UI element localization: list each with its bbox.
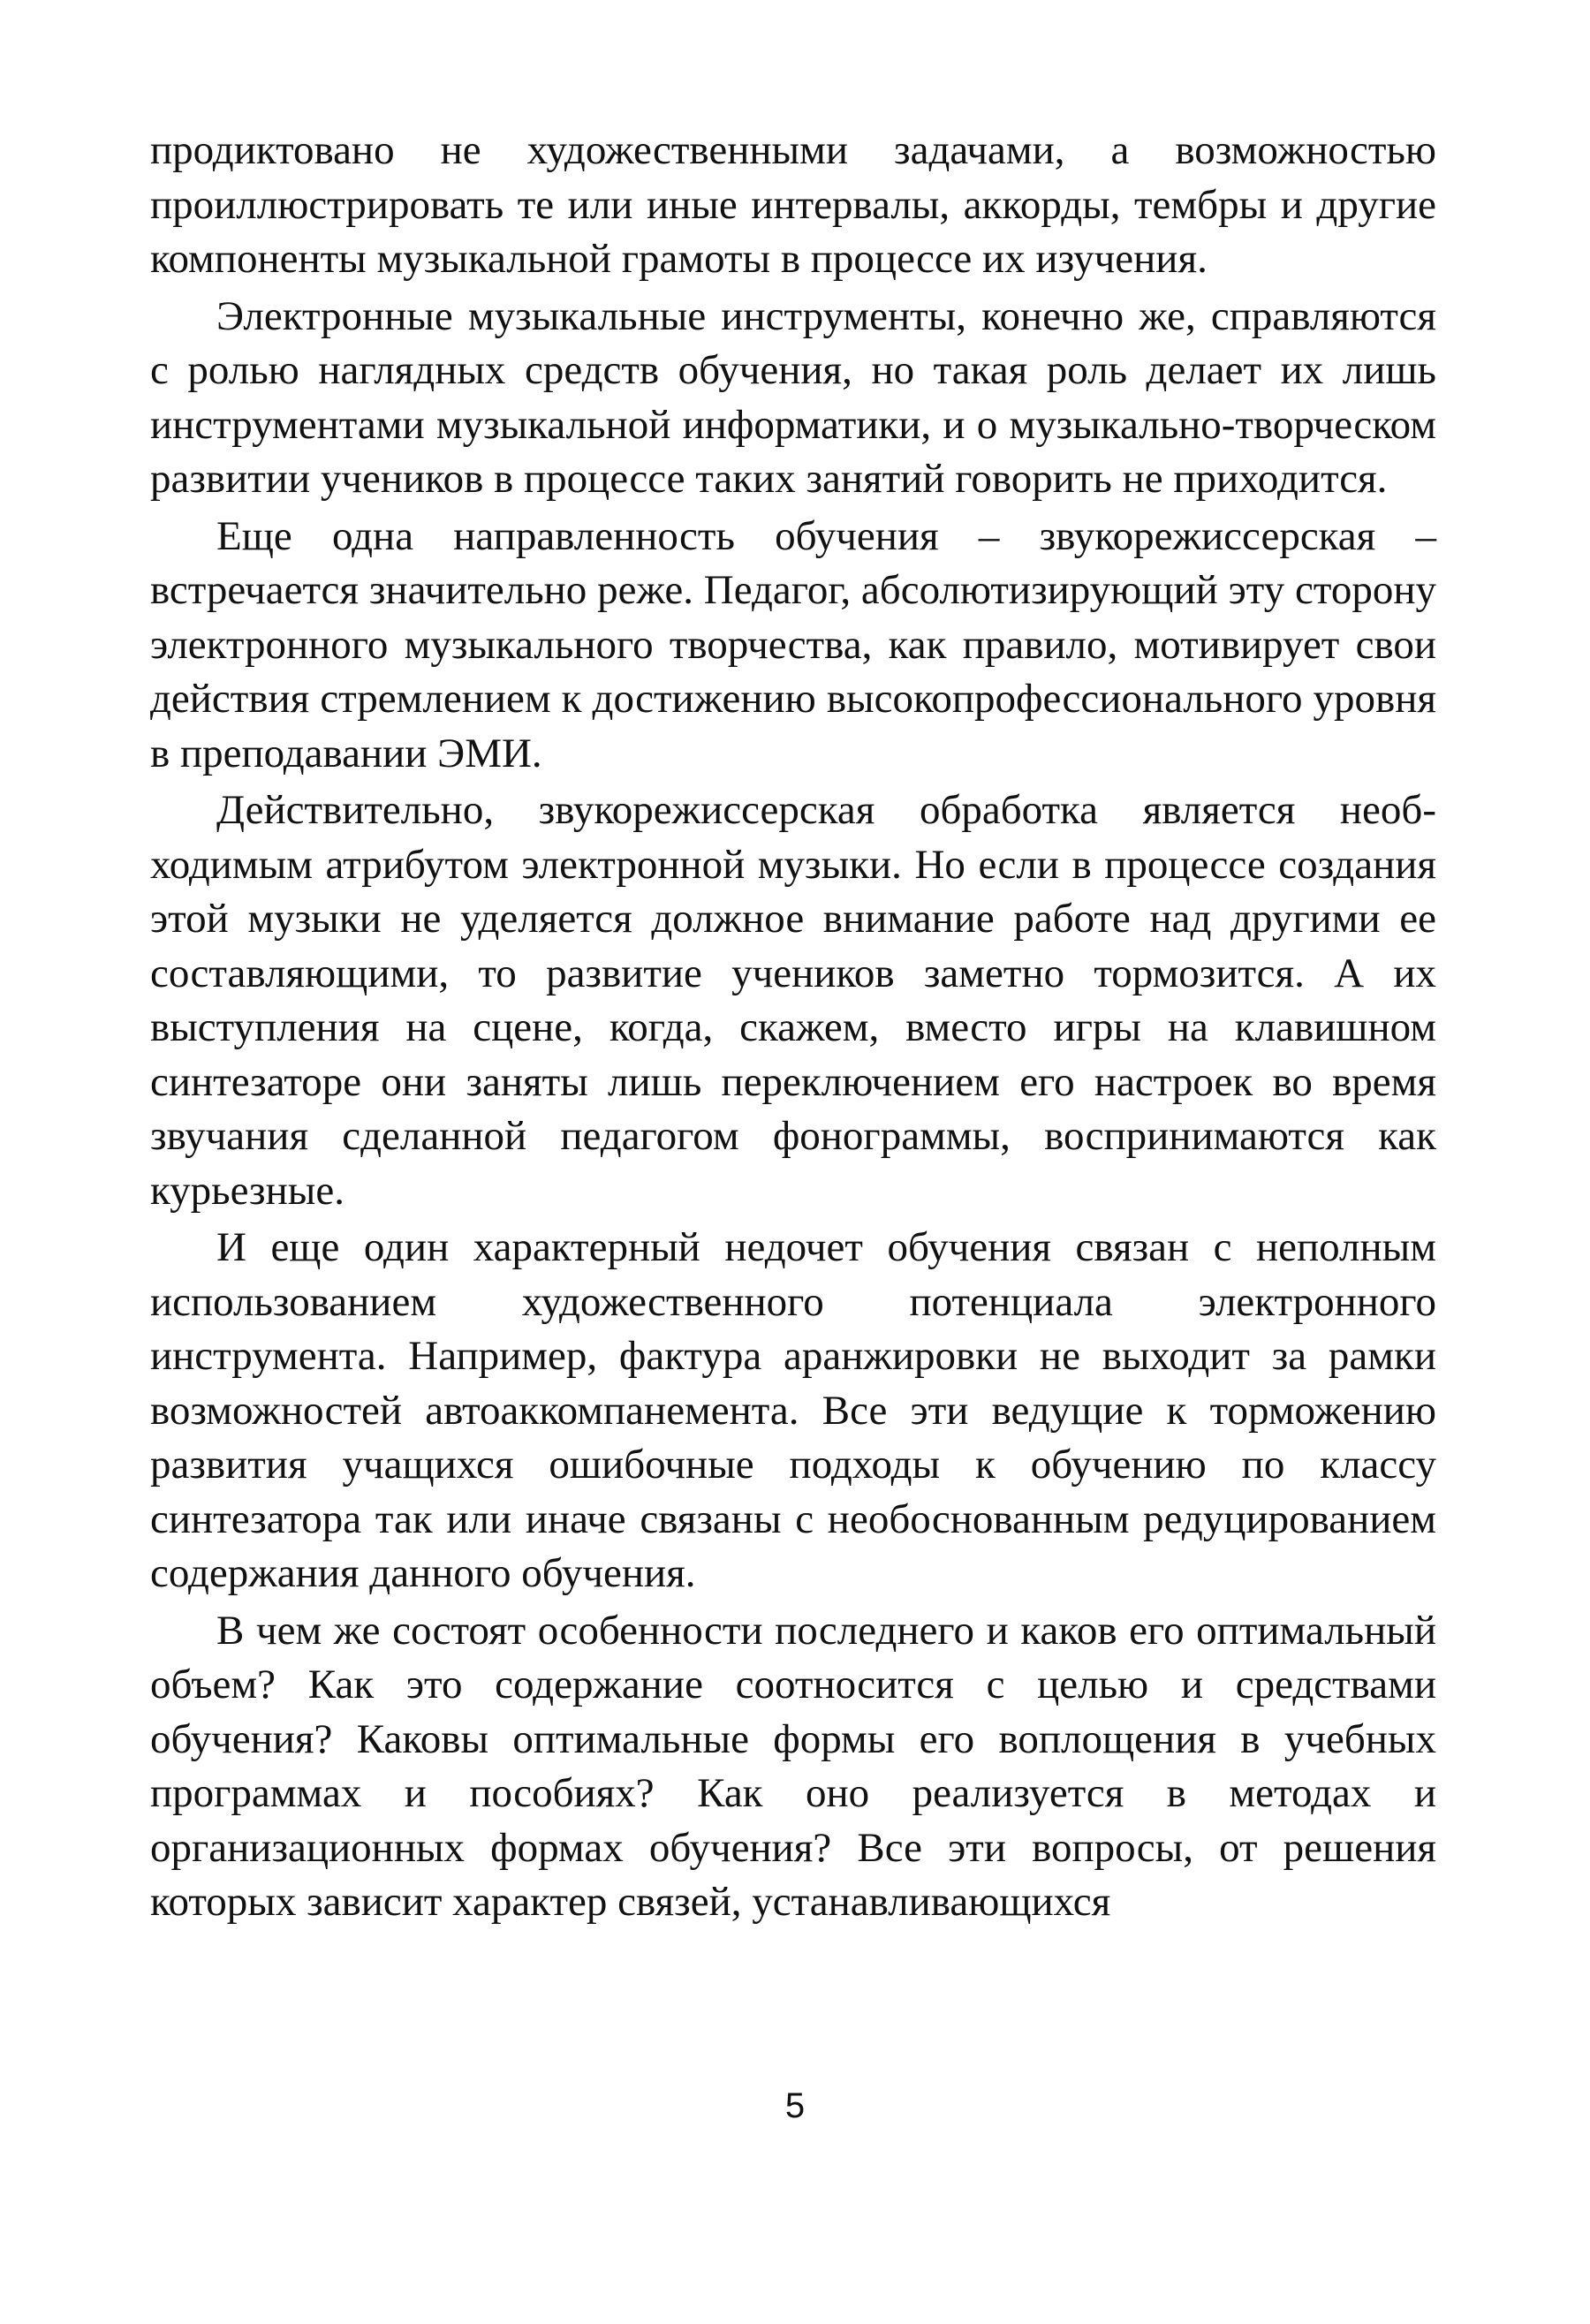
paragraph-sound-engineering: Еще одна направленность обучения – звукорежиссерская – встречается значительно реже. Педагог, абсолютизирующий эту сторону электронного музыкального творчества, как правило, мотивирует свои действия стремлением к достижению высокопрофессионального уровня в преподавании ЭМИ. [150,512,1436,776]
paragraph-electronic-instruments: Электронные музыкальные инструменты, конечно же, справляются с ролью наглядных средств обучения, но такая роль делает их лишь инструментами музыкальной информатики, и о музыкально-творческом развитии учеников в процессе таких занятий говорить не приходится. [150,292,1436,502]
paragraph-continuation: продиктовано не художественными задачами, а возможностью проиллюстрировать те или иные интервалы, аккорды, тембры и другие компоненты музыкальной грамоты в процессе их изучения. [150,127,1436,282]
page-number: 5 [784,2086,806,2125]
paragraph-processing: Действительно, звукорежиссерская обработка является необходимым атрибутом электронной музыки. Но если в процессе создания этой музыки не уделяется должное внимание работе над другими ее составляющими, то развитие учеников заметно тормозится. А их выступления на сцене, когда, скажем, вместо игры на клавишном синтезаторе они заняты лишь переключением его настроек во время звучания сделанной педагогом фонограммы, воспринимаются как курьезные. [150,787,1436,1214]
paragraph-questions: В чем же состоят особенности последнего и каков его оптимальный объем? Как это содержание соотносится с целью и средствами обучения? Каковы оптимальные формы его воплощения в учебных программах и пособиях? Как оно реализуется в методах и организационных формах обучения? Все эти вопросы, от решения которых зависит характер связей, устанавливающихся [150,1607,1436,1925]
page-body [150,124,1436,1930]
paragraph-shortcoming: И еще один характерный недочет обучения связан с неполным использованием художественного потенциала электронного инструмента. Например, фактура аранжировки не выходит за рамки возможностей автоаккомпанемента. Все эти ведущие к торможению развития учащихся ошибочные подходы к обучению по классу синтезатора так или иначе связаны с необоснованным редуцированием содержания данного обучения. [150,1224,1436,1596]
